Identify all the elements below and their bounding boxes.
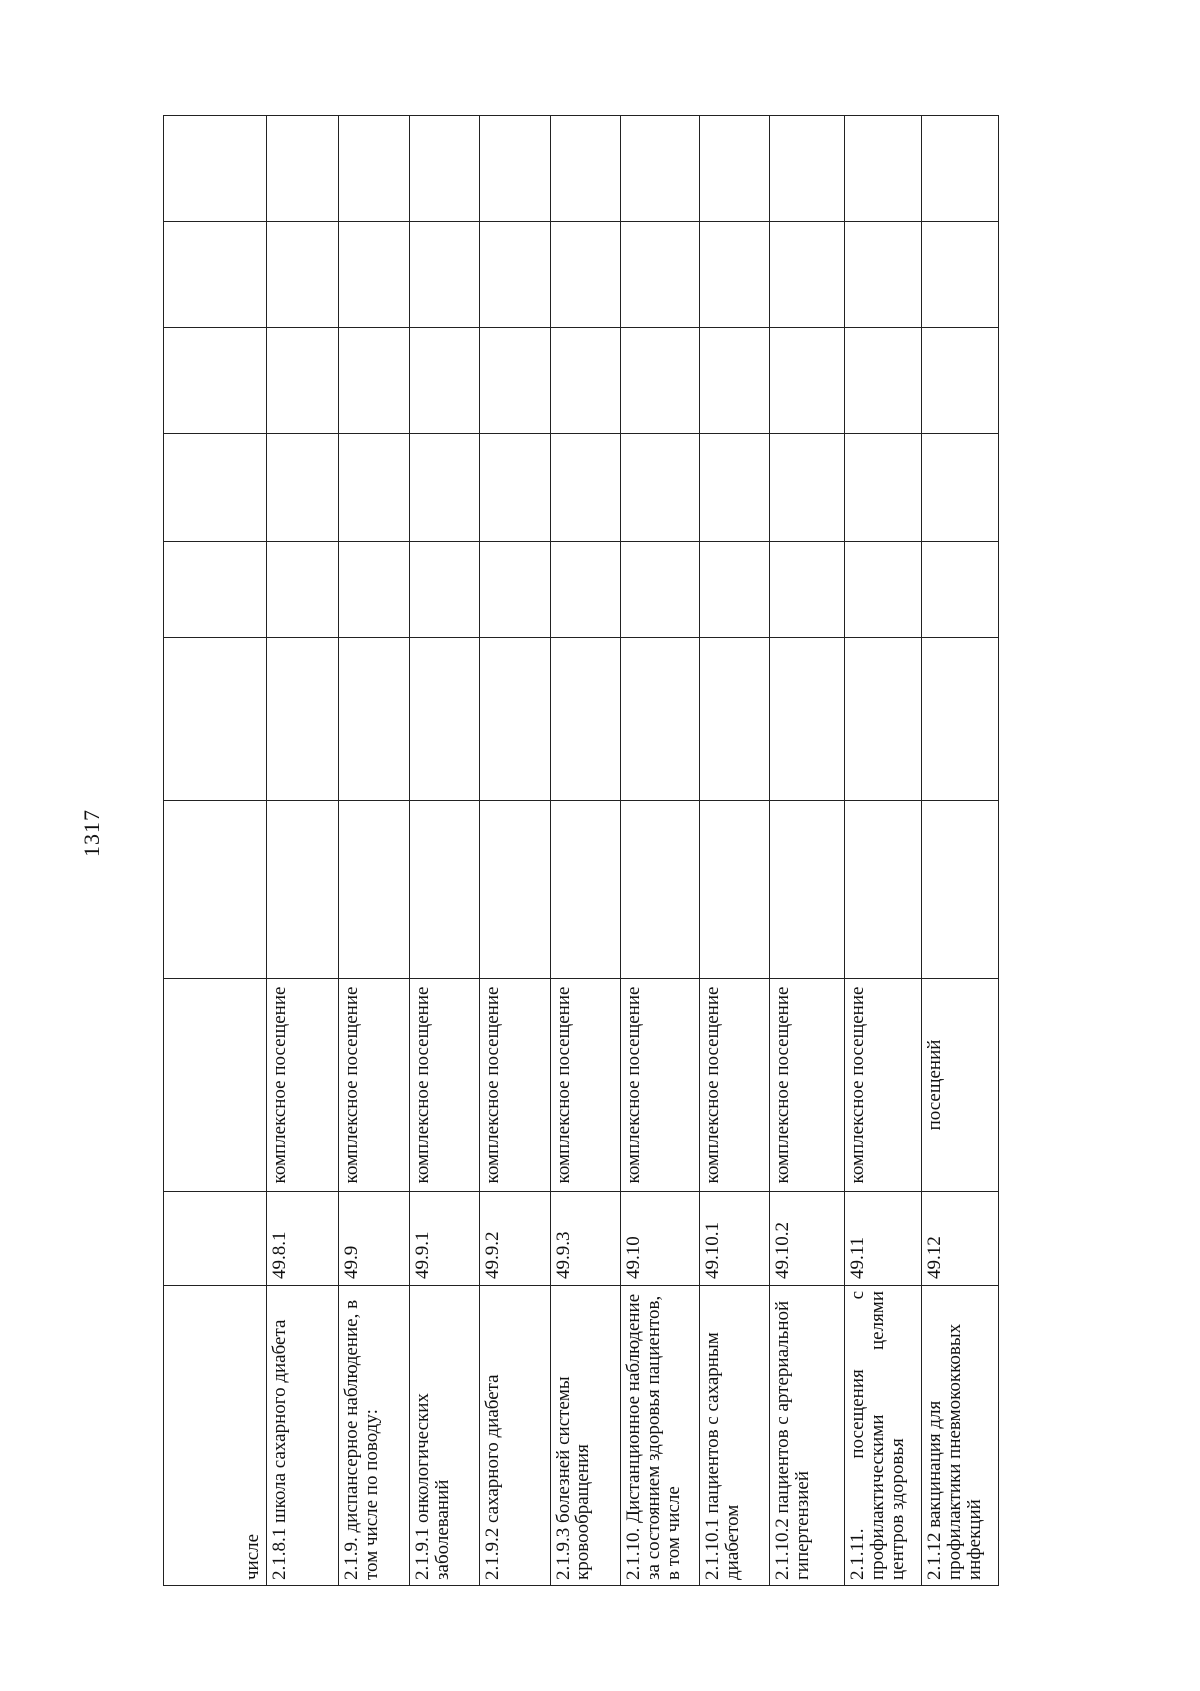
row-name-cell: 2.1.9.2 сахарного диабета [480,1286,550,1586]
empty-cell [922,638,999,801]
table-row [164,116,267,1586]
empty-cell [922,222,999,328]
empty-cell [339,328,409,434]
row-name-cell: 2.1.9.3 болезней системы кровообращения [550,1286,620,1586]
table-row [550,116,620,1586]
empty-cell [770,328,845,434]
empty-cell [770,222,845,328]
empty-cell [409,801,479,979]
empty-cell [845,542,922,638]
empty-cell [550,116,620,222]
empty-cell [266,116,339,222]
table-row [620,116,699,1586]
row-code-cell: 49.10.1 [699,1192,769,1286]
empty-cell [922,542,999,638]
table-row [699,116,769,1586]
empty-cell [845,801,922,979]
empty-cell [699,116,769,222]
empty-cell [770,801,845,979]
empty-cell [620,638,699,801]
table-row [480,116,550,1586]
empty-cell [266,542,339,638]
row-unit-cell: комплексное посещение [266,979,339,1192]
empty-cell [550,222,620,328]
empty-cell [845,116,922,222]
row-code-cell: 49.10 [620,1192,699,1286]
empty-cell [480,638,550,801]
empty-cell [770,638,845,801]
row-name-cell: 2.1.10.1 пациентов с сахарным диабетом [699,1286,769,1586]
row-unit-cell: комплексное посещение [550,979,620,1192]
empty-cell [409,542,479,638]
empty-cell [409,434,479,542]
empty-cell [339,801,409,979]
page-number: 1317 [79,809,104,857]
empty-cell [922,801,999,979]
empty-cell [845,328,922,434]
row-unit-cell: комплексное посещение [845,979,922,1192]
table-row [922,116,999,1586]
empty-cell [770,542,845,638]
empty-cell [339,542,409,638]
empty-cell [922,434,999,542]
empty-cell [480,434,550,542]
empty-cell [164,542,267,638]
empty-cell [480,542,550,638]
row-code-cell: 49.9 [339,1192,409,1286]
empty-cell [164,801,267,979]
empty-cell [845,222,922,328]
row-code-cell: 49.10.2 [770,1192,845,1286]
empty-cell [480,801,550,979]
empty-cell [266,222,339,328]
empty-cell [339,116,409,222]
empty-cell [164,638,267,801]
empty-cell [266,638,339,801]
row-name-cell: 2.1.12 вакцинация для профилактики пневмококковых инфекций [922,1286,999,1586]
empty-cell [550,638,620,801]
empty-cell [409,116,479,222]
empty-cell [409,222,479,328]
empty-cell [845,434,922,542]
row-unit-cell: комплексное посещение [620,979,699,1192]
empty-cell [620,801,699,979]
empty-cell [699,542,769,638]
empty-cell [164,116,267,222]
row-name-cell: 2.1.10. Дистанционное наблюдение за состоянием здоровья пациентов, в том числе [620,1286,699,1586]
empty-cell [409,638,479,801]
empty-cell [164,328,267,434]
row-code-cell: 49.9.3 [550,1192,620,1286]
empty-cell [409,328,479,434]
table-row [339,116,409,1586]
empty-cell [699,222,769,328]
row-name-cell: 2.1.9.1 онкологических заболеваний [409,1286,479,1586]
empty-cell [770,116,845,222]
empty-cell [620,434,699,542]
table-row [770,116,845,1586]
empty-cell [620,328,699,434]
row-unit-cell: комплексное посещение [339,979,409,1192]
empty-cell [550,542,620,638]
empty-cell [266,801,339,979]
empty-cell [480,328,550,434]
row-code-cell: 49.9.1 [409,1192,479,1286]
row-name-cell: 2.1.11. посещения с профилактическими целями центров здоровья [845,1286,922,1586]
row-name-cell: 2.1.8.1 школа сахарного диабета [266,1286,339,1586]
empty-cell [620,542,699,638]
data-table [163,115,999,1586]
row-unit-cell: посещений [922,979,999,1192]
empty-cell [550,801,620,979]
row-code-cell [164,1192,267,1286]
empty-cell [550,328,620,434]
row-name-cell: 2.1.10.2 пациентов с артериальной гипертензией [770,1286,845,1586]
empty-cell [699,328,769,434]
row-unit-cell: комплексное посещение [409,979,479,1192]
empty-cell [164,434,267,542]
empty-cell [845,638,922,801]
empty-cell [770,434,845,542]
empty-cell [922,328,999,434]
row-name-cell: 2.1.9. диспансерное наблюдение, в том числе по поводу: [339,1286,409,1586]
table-body [164,116,999,1586]
row-code-cell: 49.11 [845,1192,922,1286]
row-code-cell: 49.9.2 [480,1192,550,1286]
empty-cell [620,116,699,222]
empty-cell [266,328,339,434]
row-name-cell: числе [164,1286,267,1586]
row-unit-cell: комплексное посещение [480,979,550,1192]
table-row [266,116,339,1586]
row-unit-cell: комплексное посещение [770,979,845,1192]
empty-cell [480,222,550,328]
empty-cell [339,638,409,801]
row-unit-cell [164,979,267,1192]
empty-cell [339,222,409,328]
row-code-cell: 49.12 [922,1192,999,1286]
empty-cell [699,434,769,542]
empty-cell [339,434,409,542]
empty-cell [164,222,267,328]
empty-cell [266,434,339,542]
empty-cell [699,638,769,801]
empty-cell [550,434,620,542]
row-code-cell: 49.8.1 [266,1192,339,1286]
empty-cell [480,116,550,222]
table-row [409,116,479,1586]
empty-cell [620,222,699,328]
table-row [845,116,922,1586]
rotated-table-wrapper [163,116,999,1586]
empty-cell [699,801,769,979]
empty-cell [922,116,999,222]
row-unit-cell: комплексное посещение [699,979,769,1192]
